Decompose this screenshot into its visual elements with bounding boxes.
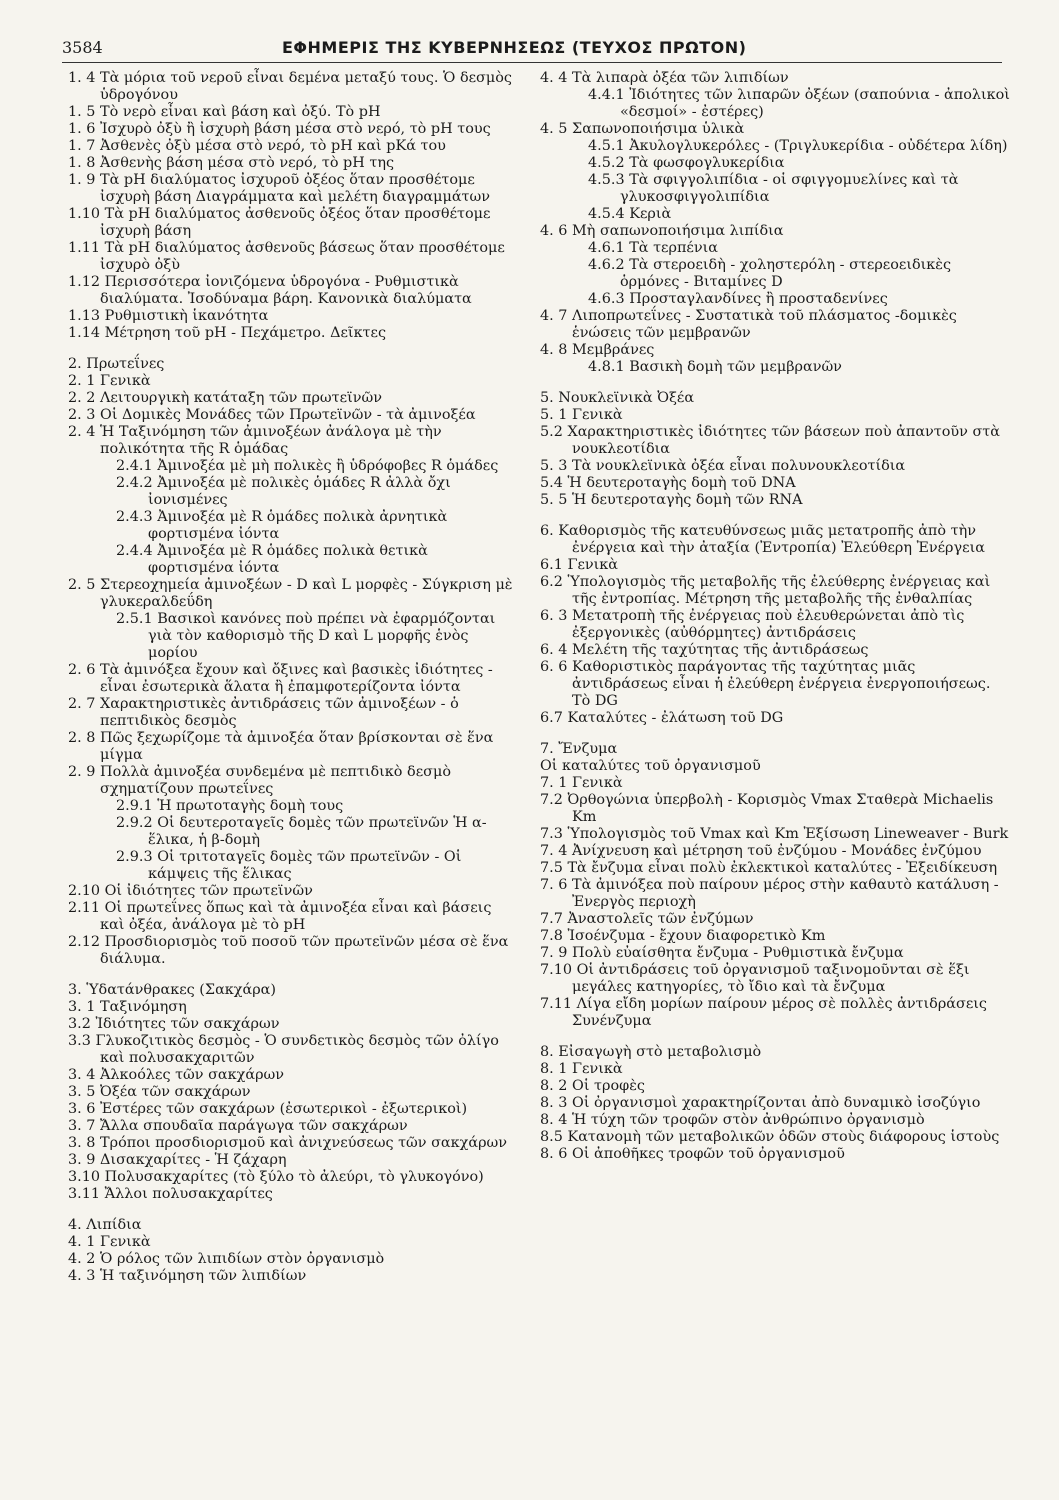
toc-item: 1.12 Περισσότερα ἰονιζόμενα ὑδρογόνα - Ρυθμιστικὰ διαλύματα. Ἰσοδύναμα βάρη. Κανονικὰ διαλύματα <box>68 274 472 307</box>
toc-item: 3.10 Πολυσακχαρίτες (τὸ ξύλο τὸ ἀλεύρι, τὸ γλυκογόνο) <box>68 1169 484 1185</box>
toc-item: 2. 7 Χαρακτηριστικὲς ἀντιδράσεις τῶν ἀμινοξέων - ὁ πεπτιδικὸς δεσμὸς <box>68 696 459 729</box>
toc-item: 1.11 Τὰ pH διαλύματος ἀσθενοῦς βάσεως ὅταν προσθέτομε ἰσχυρὸ ὀξὺ <box>68 240 505 273</box>
section-gap <box>540 376 1010 390</box>
toc-item: 1. 6 Ἰσχυρὸ ὀξὺ ἢ ἰσχυρὴ βάση μέσα στὸ νερό, τὸ pH τους <box>68 121 491 137</box>
section-gap <box>68 1203 518 1217</box>
toc-item: 4. 8 Μεμβράνες <box>540 342 655 358</box>
toc-item: 8. 4 Ἡ τύχη τῶν τροφῶν στὸν ἀνθρώπινο ὀργανισμὸ <box>540 1112 925 1128</box>
toc-item: 8.5 Κατανομὴ τῶν μεταβολικῶν ὁδῶν στοὺς διάφορους ἱστοὺς <box>540 1129 1000 1145</box>
toc-item: 7. 6 Τὰ ἀμινόξεα ποὺ παίρουν μέρος στὴν καθαυτὸ κατάλυση - Ἐνεργὸς περιοχὴ <box>540 877 999 910</box>
toc-item: 7.11 Λίγα εἴδη μορίων παίρουν μέρος σὲ πολλὲς ἀντιδράσεις Συνένζυμα <box>540 996 987 1029</box>
toc-item: 3. 8 Τρόποι προσδιορισμοῦ καὶ ἀνιχνεύσεως τῶν σακχάρων <box>68 1135 508 1151</box>
toc-item: 1. 8 Ἀσθενὴς βάση μέσα στὸ νερό, τὸ pH της <box>68 155 395 171</box>
toc-item: 5. 3 Τὰ νουκλεϊνικὰ ὀξέα εἶναι πολυνουκλεοτίδια <box>540 458 906 474</box>
toc-item: 7. 1 Γενικὰ <box>540 775 623 791</box>
toc-item: 4. 1 Γενικὰ <box>68 1234 151 1250</box>
toc-item: 1.13 Ρυθμιστικὴ ἱκανότητα <box>68 308 269 324</box>
toc-item: 6.1 Γενικὰ <box>540 557 619 573</box>
toc-subitem: 2.5.1 Βασικοὶ κανόνες ποὺ πρέπει νὰ ἐφαρμόζονται γιὰ τὸν καθορισμὸ τῆς D καὶ L μορφῆς ἑνὸς μορίου <box>116 611 496 661</box>
toc-item: 1. 4 Τὰ μόρια τοῦ νεροῦ εἶναι δεμένα μεταξύ τους. Ὁ δεσμὸς ὑδρογόνου <box>68 70 512 103</box>
toc-item: 2.11 Οἱ πρωτεΐνες ὅπως καὶ τὰ ἀμινοξέα εἶναι καὶ βάσεις καὶ ὀξέα, ἀνάλογα μὲ τὸ pH <box>68 900 492 933</box>
toc-item: 3. 1 Ταξινόμηση <box>68 999 187 1015</box>
toc-subitem: 2.9.2 Οἱ δευτεροταγεῖς δομὲς τῶν πρωτεϊνῶν Ἡ α-ἕλικα, ἡ β-δομὴ <box>116 815 487 848</box>
toc-item: 3.2 Ἰδιότητες τῶν σακχάρων <box>68 1016 280 1032</box>
toc-item: 7.3 Ὑπολογισμὸς τοῦ Vmax καὶ Km Ἐξίσωση Lineweaver - Burk <box>540 826 1009 842</box>
toc-subitem: 4.6.1 Τὰ τερπένια <box>588 240 718 256</box>
page-number: 3584 <box>62 38 103 57</box>
toc-item: 4. 2 Ὁ ρόλος τῶν λιπιδίων στὸν ὀργανισμὸ <box>68 1251 385 1267</box>
toc-item: 7. Ἔνζυμα <box>540 741 618 757</box>
toc-item: 3. 7 Ἄλλα σπουδαῖα παράγωγα τῶν σακχάρων <box>68 1118 408 1134</box>
toc-item: 3. 9 Δισακχαρίτες - Ἡ ζάχαρη <box>68 1152 287 1168</box>
toc-item: 7. 9 Πολὺ εὐαίσθητα ἔνζυμα - Ρυθμιστικὰ ἔνζυμα <box>540 945 904 961</box>
toc-item: 5. 1 Γενικὰ <box>540 407 623 423</box>
toc-item: 1. 5 Τὸ νερὸ εἶναι καὶ βάση καὶ ὀξύ. Τὸ pH <box>68 104 381 120</box>
toc-item: 5.2 Χαρακτηριστικὲς ἰδιότητες τῶν βάσεων ποὺ ἀπαντοῦν στὰ νουκλεοτίδια <box>540 424 1000 457</box>
toc-subitem: 2.9.1 Ἡ πρωτοταγὴς δομὴ τους <box>116 798 344 814</box>
toc-item: 2. Πρωτεΐνες <box>68 356 165 372</box>
toc-item: 6. 4 Μελέτη τῆς ταχύτητας τῆς ἀντιδράσεως <box>540 642 869 658</box>
toc-subitem: 4.5.4 Κεριὰ <box>588 206 672 222</box>
toc-item: 2.12 Προσδιορισμὸς τοῦ ποσοῦ τῶν πρωτεϊνῶν μέσα σὲ ἕνα διάλυμα. <box>68 934 509 967</box>
toc-item: 5. 5 Ἡ δευτεροταγὴς δομὴ τῶν RNA <box>540 492 803 508</box>
section-gap <box>540 509 1010 523</box>
toc-item: 3.11 Ἄλλοι πολυσακχαρίτες <box>68 1186 273 1202</box>
toc-item: 2. 1 Γενικὰ <box>68 373 151 389</box>
toc-subitem: 4.5.2 Τὰ φωσφογλυκερίδια <box>588 155 785 171</box>
toc-item: 2. 5 Στερεοχημεία ἀμινοξέων - D καὶ L μορφὲς - Σύγκριση μὲ γλυκεραλδεΰδη <box>68 577 513 610</box>
toc-subitem: 4.8.1 Βασικὴ δομὴ τῶν μεμβρανῶν <box>588 359 842 375</box>
gazette-title: ΕΦΗΜΕΡΙΣ ΤΗΣ ΚΥΒΕΡΝΗΣΕΩΣ (ΤΕΥΧΟΣ ΠΡΩΤΟΝ) <box>282 38 747 57</box>
toc-subitem: 2.4.3 Ἀμινοξέα μὲ R ὁμάδες πολικὰ ἀρνητικὰ φορτισμένα ἰόντα <box>116 509 448 542</box>
toc-item: 7. 4 Ἀνίχνευση καὶ μέτρηση τοῦ ἐνζύμου - Μονάδες ἐνζύμου <box>540 843 982 859</box>
toc-item: 3. 6 Ἐστέρες τῶν σακχάρων (ἐσωτερικοὶ - ἐξωτερικοὶ) <box>68 1101 468 1117</box>
section-gap <box>68 968 518 982</box>
toc-item: 3. 5 Ὀξέα τῶν σακχάρων <box>68 1084 251 1100</box>
toc-item: 6. 6 Καθοριστικὸς παράγοντας τῆς ταχύτητας μιᾶς ἀντιδράσεως εἶναι ἡ ἐλεύθερη ἐνέργεια ἐνεργοποιήσεως. Τὸ DG <box>540 659 991 709</box>
toc-item: 4. Λιπίδια <box>68 1217 142 1233</box>
toc-item: 8. 3 Οἱ ὀργανισμοὶ χαρακτηρίζονται ἀπὸ δυναμικὸ ἰσοζύγιο <box>540 1095 981 1111</box>
toc-item: 8. 1 Γενικὰ <box>540 1061 623 1077</box>
toc-item: 7.8 Ἰσοένζυμα - ἔχουν διαφορετικὸ Km <box>540 928 826 944</box>
toc-subitem: 2.4.4 Ἀμινοξέα μὲ R ὁμάδες πολικὰ θετικὰ φορτισμένα ἰόντα <box>116 543 428 576</box>
toc-item: 4. 7 Λιποπρωτεΐνες - Συστατικὰ τοῦ πλάσματος -δομικὲς ἑνώσεις τῶν μεμβρανῶν <box>540 308 957 341</box>
toc-item: 2. 8 Πῶς ξεχωρίζομε τὰ ἀμινοξέα ὅταν βρίσκονται σὲ ἕνα μίγμα <box>68 730 494 763</box>
toc-item: 8. 6 Οἱ ἀποθῆκες τροφῶν τοῦ ὀργανισμοῦ <box>540 1146 845 1162</box>
toc-item: 6.7 Καταλύτες - ἐλάτωση τοῦ DG <box>540 710 784 726</box>
section-gap <box>540 727 1010 741</box>
toc-item: 1. 7 Ἀσθενὲς ὀξὺ μέσα στὸ νερό, τὸ pH καὶ pKά του <box>68 138 446 154</box>
toc-item: 5. Νουκλεϊνικὰ Ὀξέα <box>540 390 695 406</box>
toc-subitem: 4.5.3 Τὰ σφιγγολιπίδια - οἱ σφιγγομυελίνες καὶ τὰ γλυκοσφιγγολιπίδια <box>588 172 959 205</box>
left-column <box>68 70 518 1285</box>
toc-item: 1. 9 Τὰ pH διαλύματος ἰσχυροῦ ὀξέος ὅταν προσθέτομε ἰσχυρὴ βάση Διαγράμματα καὶ μελέτη διαγραμμάτων <box>68 172 490 205</box>
toc-item: 7.10 Οἱ ἀντιδράσεις τοῦ ὀργανισμοῦ ταξινομοῦνται σὲ ἕξι μεγάλες κατηγορίες, τὸ ἴδιο καὶ τὰ ἔνζυμα <box>540 962 970 995</box>
toc-item: 1.10 Τὰ pH διαλύματος ἀσθενοῦς ὀξέος ὅταν προσθέτομε ἰσχυρὴ βάση <box>68 206 491 239</box>
toc-item: 4. 4 Τὰ λιπαρὰ ὀξέα τῶν λιπιδίων <box>540 70 789 86</box>
toc-item: 7.5 Τὰ ἔνζυμα εἶναι πολὺ ἐκλεκτικοὶ καταλύτες - Ἐξειδίκευση <box>540 860 998 876</box>
section-gap <box>540 1030 1010 1044</box>
toc-item: 2.10 Οἱ ἰδιότητες τῶν πρωτεϊνῶν <box>68 883 313 899</box>
toc-subitem: 2.4.1 Ἀμινοξέα μὲ μὴ πολικὲς ἢ ὑδρόφοβες R ὁμάδες <box>116 458 499 474</box>
section-gap <box>68 342 518 356</box>
page-header <box>62 38 1002 64</box>
toc-subitem: 2.9.3 Οἱ τριτοταγεῖς δομὲς τῶν πρωτεϊνῶν - Οἱ κάμψεις τῆς ἕλικας <box>116 849 462 882</box>
toc-item: 4. 6 Μὴ σαπωνοποιήσιμα λιπίδια <box>540 223 784 239</box>
header-divider <box>62 62 1002 63</box>
toc-item: 6. 3 Μετατροπὴ τῆς ἐνέργειας ποὺ ἐλευθερώνεται ἀπὸ τὶς ἐξεργονικὲς (αὐθόρμητες) ἀντιδράσεις <box>540 608 965 641</box>
toc-item: 8. 2 Οἱ τροφὲς <box>540 1078 645 1094</box>
toc-item: 3. Ὑδατάνθρακες (Σακχάρα) <box>68 982 277 998</box>
toc-item: 2. 6 Τὰ ἀμινόξεα ἔχουν καὶ ὄξινες καὶ βασικὲς ἰδιότητες - εἶναι ἐσωτερικὰ ἅλατα ἢ ἐπαμφοτερίζοντα ἰόντα <box>68 662 493 695</box>
toc-item: 2. 9 Πολλὰ ἀμινοξέα συνδεμένα μὲ πεπτιδικὸ δεσμὸ σχηματίζουν πρωτεΐνες <box>68 764 451 797</box>
toc-subitem: 4.4.1 Ἰδιότητες τῶν λιπαρῶν ὀξέων (σαπούνια - ἀπολικοὶ «δεσμοί» - ἐστέρες) <box>588 87 1010 120</box>
toc-item: 6. Καθορισμὸς τῆς κατευθύνσεως μιᾶς μετατροπῆς ἀπὸ τὴν ἐνέργεια καὶ τὴν ἀταξία (Ἐντροπία) Ἐλεύθερη Ἐνέργεια <box>540 523 985 556</box>
toc-item: 4. 5 Σαπωνοποιήσιμα ὑλικὰ <box>540 121 745 137</box>
toc-item: 2. 4 Ἡ Ταξινόμηση τῶν ἀμινοξέων ἀνάλογα μὲ τὴν πολικότητα τῆς R ὁμάδας <box>68 424 442 457</box>
toc-item: 6.2 Ὑπολογισμὸς τῆς μεταβολῆς τῆς ἐλεύθερης ἐνέργειας καὶ τῆς ἐντροπίας. Μέτρηση τῆς μεταβολῆς τῆς ἐνθαλπίας <box>540 574 991 607</box>
toc-subitem: 4.6.3 Προσταγλανδίνες ἢ προσταδενίνες <box>588 291 888 307</box>
toc-item: 1.14 Μέτρηση τοῦ pH - Πεχάμετρο. Δεῖκτες <box>68 325 387 341</box>
toc-item: 3. 4 Ἀλκοόλες τῶν σακχάρων <box>68 1067 285 1083</box>
toc-item: 7.7 Ἀναστολεῖς τῶν ἐνζύμων <box>540 911 754 927</box>
toc-subitem: 4.6.2 Τὰ στεροειδὴ - χοληστερόλη - στερεοειδικὲς ὁρμόνες - Βιταμίνες D <box>588 257 952 290</box>
toc-item: 8. Εἰσαγωγὴ στὸ μεταβολισμὸ <box>540 1044 762 1060</box>
toc-item: 5.4 Ἡ δευτεροταγὴς δομὴ τοῦ DNA <box>540 475 796 491</box>
toc-item: 2. 3 Οἱ Δομικὲς Μονάδες τῶν Πρωτεϊνῶν - τὰ ἀμινοξέα <box>68 407 476 423</box>
toc-item: 2. 2 Λειτουργικὴ κατάταξη τῶν πρωτεϊνῶν <box>68 390 382 406</box>
toc-subitem: 2.4.2 Ἀμινοξέα μὲ πολικὲς ὁμάδες R ἀλλὰ ὄχι ἰονισμένες <box>116 475 451 508</box>
toc-item: 3.3 Γλυκοζιτικὸς δεσμὸς - Ὁ συνδετικὸς δεσμὸς τῶν ὀλίγο καὶ πολυσακχαριτῶν <box>68 1033 499 1066</box>
toc-item: 7.2 Ὀρθογώνια ὑπερβολὴ - Κορισμὸς Vmax Σταθερὰ Michaelis Km <box>540 792 994 825</box>
toc-subitem: 4.5.1 Ἀκυλογλυκερόλες - (Τριγλυκερίδια - οὐδέτερα λίδη) <box>588 138 1008 154</box>
toc-item: Οἱ καταλύτες τοῦ ὀργανισμοῦ <box>540 758 761 774</box>
right-column <box>540 70 1010 1163</box>
toc-item: 4. 3 Ἡ ταξινόμηση τῶν λιπιδίων <box>68 1268 307 1284</box>
